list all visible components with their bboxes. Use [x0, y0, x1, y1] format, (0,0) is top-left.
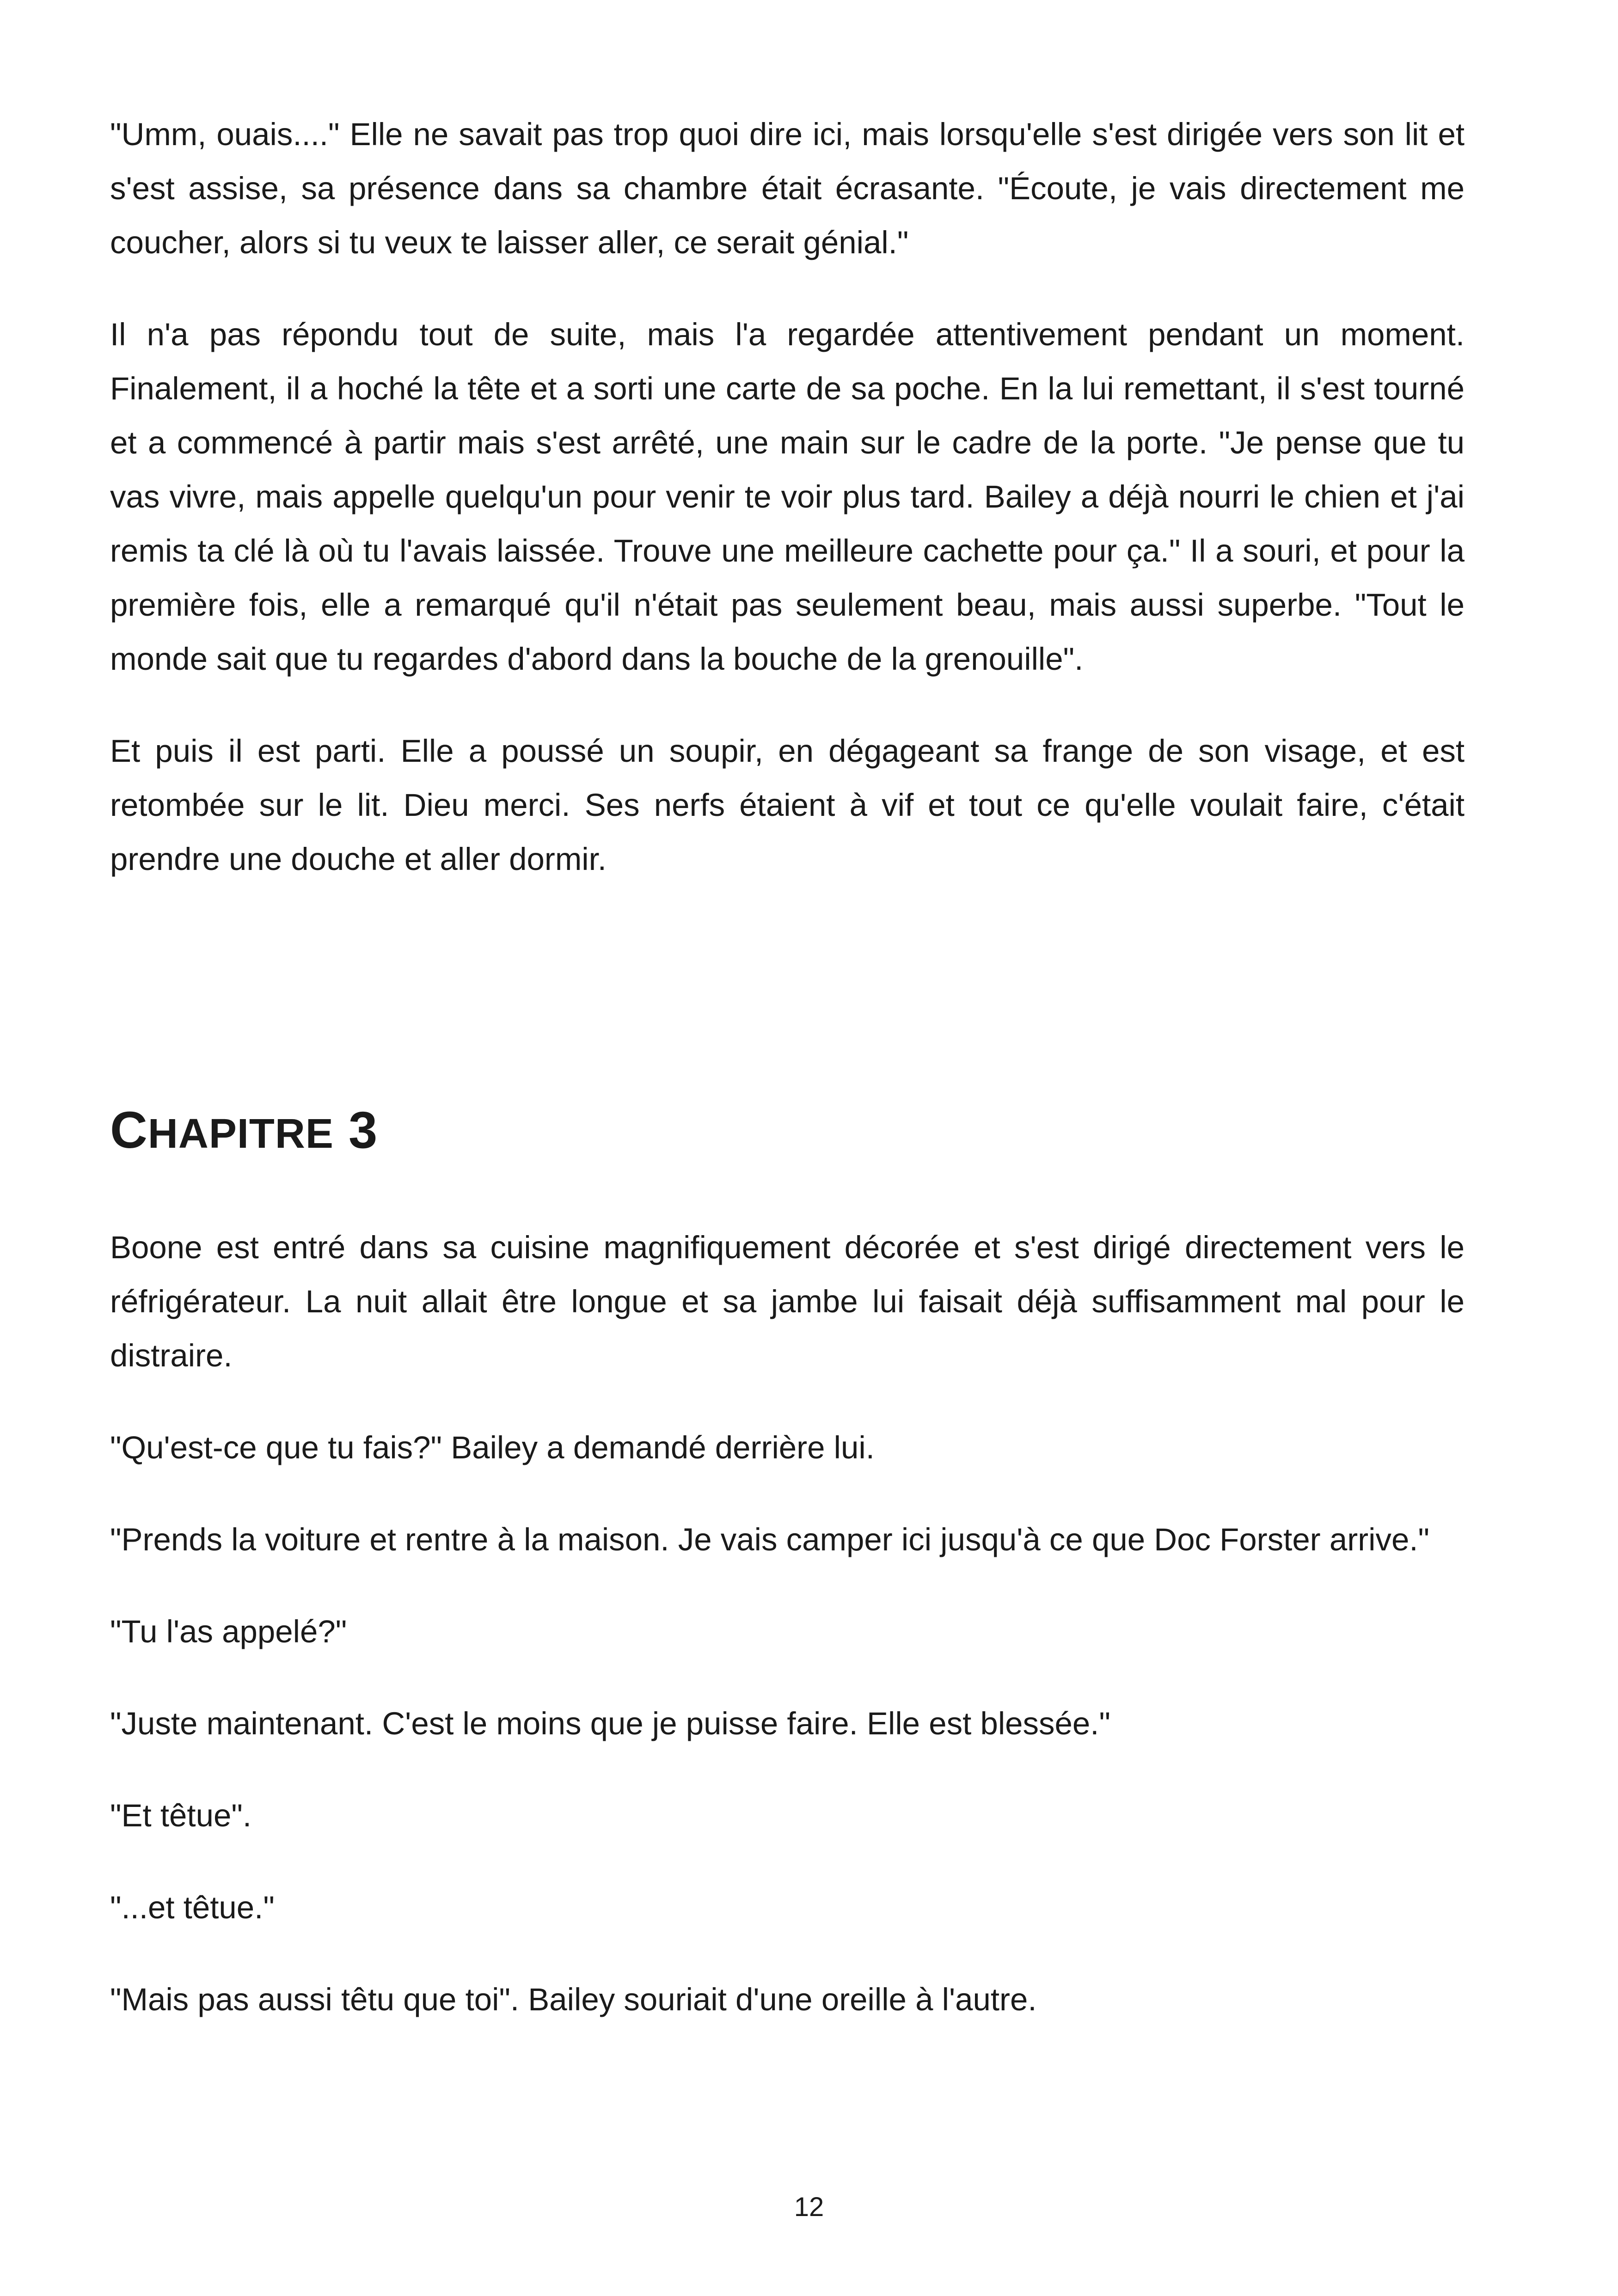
paragraph: "Qu'est-ce que tu fais?" Bailey a demandé derrière lui.	[110, 1430, 875, 1465]
chapter-heading-word: HAPITRE	[147, 1111, 334, 1157]
paragraph: Boone est entré dans sa cuisine magnifiquement décorée et s'est dirigé directement vers le réfrigérateur. La nuit allait être longue et sa jambe lui faisait déjà suffisamment mal pour le distraire.	[110, 1230, 1465, 1373]
paragraph: "Et têtue".	[110, 1798, 251, 1833]
chapter-heading-number: 3	[349, 1101, 378, 1159]
chapter-heading	[110, 1100, 378, 1164]
paragraph: "Mais pas aussi têtu que toi". Bailey souriait d'une oreille à l'autre.	[110, 1982, 1037, 2017]
text-block-bottom	[110, 1220, 1465, 2027]
paragraph: "Tu l'as appelé?"	[110, 1614, 347, 1649]
paragraph: Il n'a pas répondu tout de suite, mais l'a regardée attentivement pendant un moment. Finalement, il a hoché la tête et a sorti une carte de sa poche. En la lui remettant, il s'est tourné et a commencé à partir mais s'est arrêté, une main sur le cadre de la porte. "Je pense que tu vas vivre, mais appelle quelqu'un pour venir te voir plus tard. Bailey a déjà nourri le chien et j'ai remis ta clé là où tu l'avais laissée. Trouve une meilleure cachette pour ça." Il a souri, et pour la première fois, elle a remarqué qu'il n'était pas seulement beau, mais aussi superbe. "Tout le monde sait que tu regardes d'abord dans la bouche de la grenouille".	[110, 317, 1465, 677]
paragraph: "Prends la voiture et rentre à la maison. Je vais camper ici jusqu'à ce que Doc Forster arrive."	[110, 1522, 1430, 1557]
text-block-top	[110, 107, 1465, 886]
page-number: 12	[794, 2192, 824, 2222]
paragraph: "Umm, ouais...." Elle ne savait pas trop quoi dire ici, mais lorsqu'elle s'est dirigée vers son lit et s'est assise, sa présence dans sa chambre était écrasante. "Écoute, je vais directement me coucher, alors si tu veux te laisser aller, ce serait génial."	[110, 116, 1465, 260]
paragraph: "...et têtue."	[110, 1890, 275, 1925]
paragraph: "Juste maintenant. C'est le moins que je puisse faire. Elle est blessée."	[110, 1706, 1110, 1741]
paragraph: Et puis il est parti. Elle a poussé un soupir, en dégageant sa frange de son visage, et est retombée sur le lit. Dieu merci. Ses nerfs étaient à vif et tout ce qu'elle voulait faire, c'était prendre une douche et aller dormir.	[110, 733, 1465, 877]
chapter-heading-initial: C	[110, 1101, 148, 1159]
